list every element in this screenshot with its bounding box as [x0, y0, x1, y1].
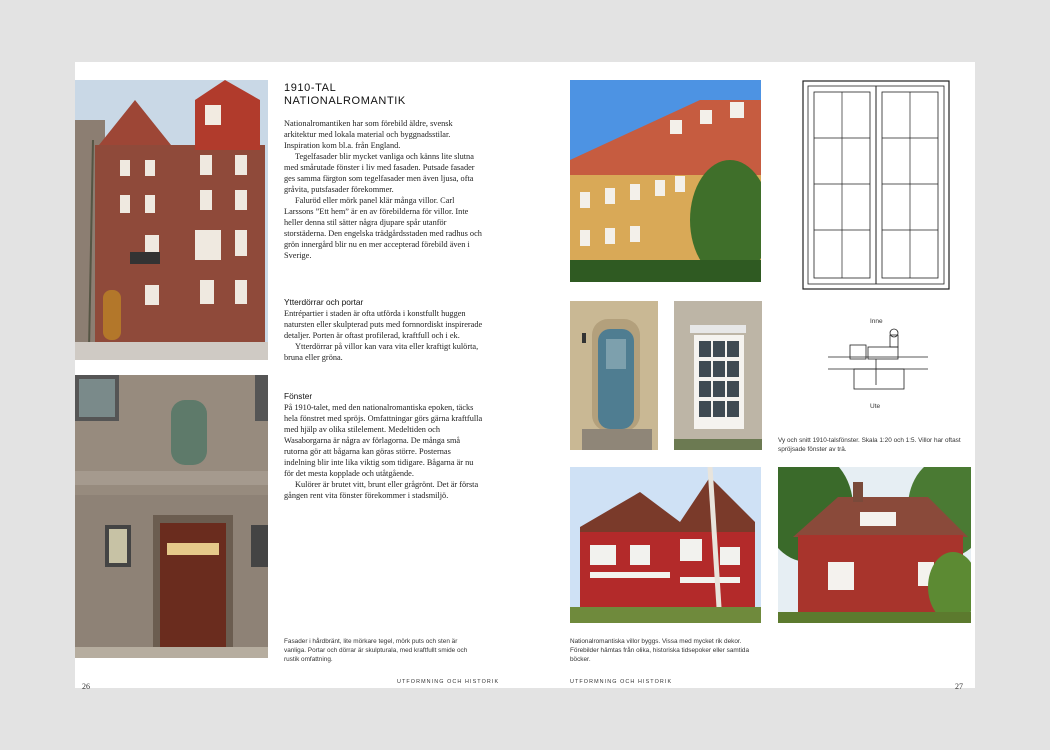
row-houses-photo	[570, 80, 761, 282]
doors-paragraph-2: Ytterdörrar på villor kan vara vita eller kraftigt kulörta, bruna eller gröna.	[284, 342, 479, 362]
left-caption: Fasader i hårdbränt, lite mörkare tegel, mörk puts och sten är vanliga. Portar och dörrar är skulpturala, med kraftfullt smide och rustik omfattning.	[284, 638, 468, 663]
heading-line-2: NATIONALROMANTIK	[284, 95, 406, 107]
window-section-drawing	[828, 325, 930, 405]
intro-paragraph-3: Faluröd eller mörk panel klär många villor. Carl Larssons ”Ett hem” är en av förebilderna för villor. Inte heller denna stil sätter några djupare spår utanför storstäderna. Den engelska trädgårdsstaden med radhus och grön innergård blir nu en mer accepterad förebild även i Sverige.	[284, 196, 482, 260]
drawing-label-outside: Ute	[870, 403, 881, 410]
red-villa-photo	[570, 467, 761, 623]
folio-left: 26	[82, 682, 90, 691]
right-caption: Nationalromantiska villor byggs. Vissa med mycket rik dekor. Förebilder hämtas från olika, historiska tidsepoker eller samtida böcker.	[570, 638, 750, 663]
doors-text	[284, 308, 484, 363]
intro-text	[284, 118, 484, 261]
windows-paragraph-2: Kulörer är brutet vitt, brunt eller grågrönt. Det är första gången rent vita fönster förekommer i stadsmiljö.	[284, 480, 479, 500]
windows-text	[284, 402, 484, 501]
intro-paragraph-2: Tegelfasader blir mycket vanliga och känns lite slutna med smårutade fönster i liv med fasaden. Putsade fasader ges samma färgton som tegelfasader men även ljusa, ofta gråvita, putsfasader förekommer.	[284, 152, 475, 194]
intro-paragraph-1: Nationalromantiken har som förebild äldre, svensk arkitektur med lokala material och byggnadsstilar. Inspiration kom bl.a. från England.	[284, 119, 453, 150]
drawing-label-inside: Inne	[870, 318, 883, 325]
window-elevation-drawing	[802, 80, 950, 290]
drawing-caption: Vy och snitt 1910-talsfönster. Skala 1:20 och 1:5. Villor har oftast spröjsade fönster av trä.	[778, 437, 961, 453]
doors-paragraph-1: Entrépartier i staden är ofta utförda i konstfullt huggen natursten eller skulpterad puts med fornnordiskt inspirerade detaljer. Porten är oftast profilerad, kraftfull och i ek.	[284, 309, 483, 340]
brick-building-photo	[75, 80, 268, 360]
folio-right: 27	[955, 682, 963, 691]
falu-red-house-photo	[778, 467, 971, 623]
heading-line-1: 1910-TAL	[284, 82, 337, 94]
window-facade-photo	[674, 301, 762, 450]
running-head-left: UTFORMNING OCH HISTORIK	[397, 679, 500, 685]
stone-portal-photo	[75, 375, 268, 658]
blue-door-photo	[570, 301, 658, 450]
chapter-heading	[284, 82, 484, 108]
windows-heading: Fönster	[284, 391, 313, 401]
windows-paragraph-1: På 1910-talet, med den nationalromantiska epoken, täcks hela fönstret med spröjs. Omfattningar görs gärna kraftfulla med hjälp av olika stilelement. Medeltiden och Wasaborgarna är några av förlagorna. De många små rutorna gör att bågarna kan göras större. Posternas indelning blir inte lika viktig som tidigare. Bågarna är nu för det mesta kopplade och utåtgående.	[284, 403, 483, 478]
running-head-right: UTFORMNING OCH HISTORIK	[570, 679, 673, 685]
doors-heading: Ytterdörrar och portar	[284, 297, 364, 307]
